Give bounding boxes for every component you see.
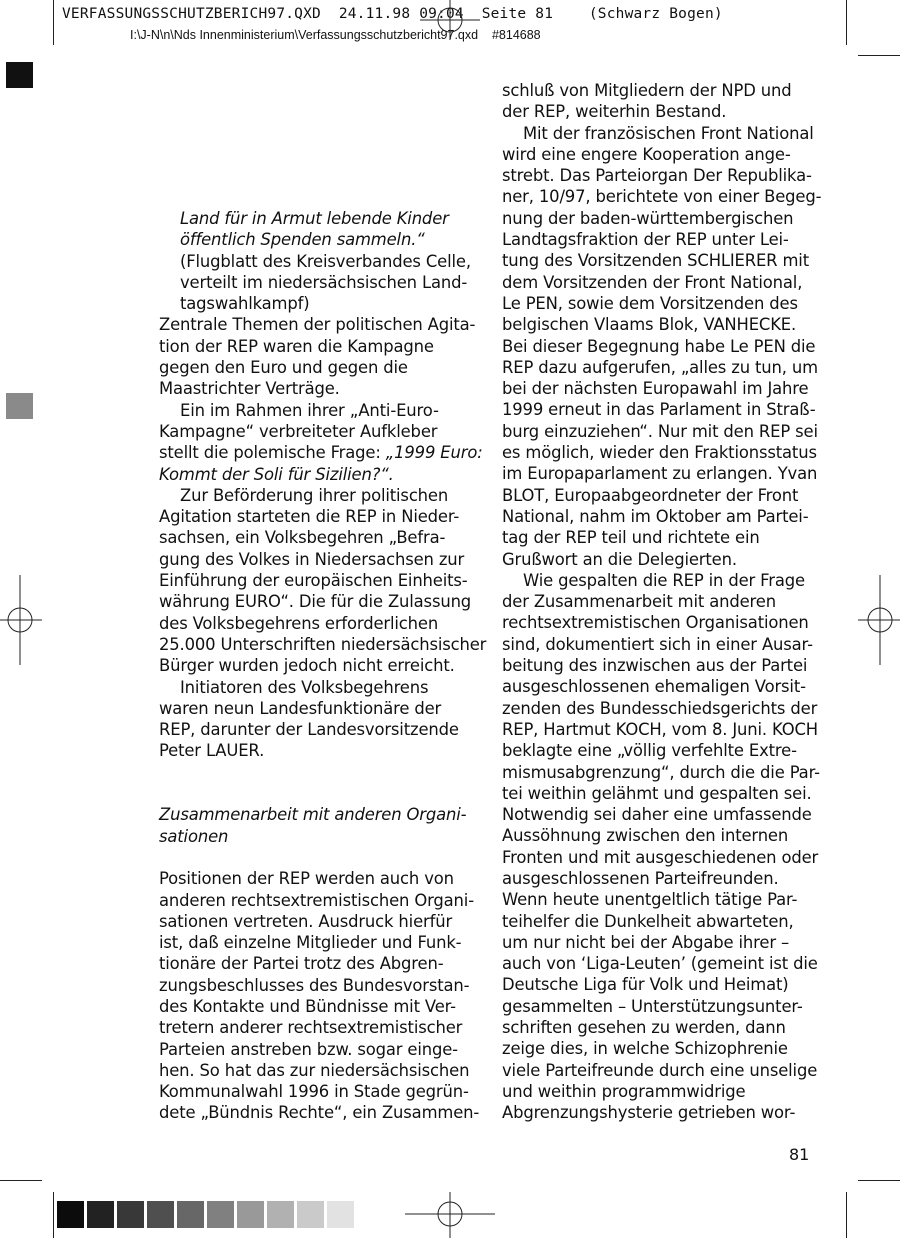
text-line: Landtagsfraktion der REP unter Lei- [502,230,789,250]
text-line: bei der nächsten Europawahl im Jahre [502,379,809,399]
text-line: Kampagne“ verbreiteter Aufkleber [159,421,438,441]
text-line: beitung des inzwischen aus der Partei [502,656,808,676]
text-line: tung des Vorsitzenden SCHLIERER mit [502,251,809,271]
color-swatch [57,1201,84,1228]
text-line: Le PEN, sowie dem Vorsitzenden des [502,293,798,313]
text-line: des Volksbegehrens erforderlichen [159,613,439,633]
text-line: Aussöhnung zwischen den internen [502,826,789,846]
registration-mark-bottom [405,1192,495,1238]
text-line: REP dazu aufgerufen, „alles zu tun, um [502,357,818,377]
text-line: wird eine engere Kooperation ange- [502,144,791,164]
text-line: belgischen Vlaams Blok, VANHECKE. [502,315,797,335]
text-line: tagswahlkampf) [180,294,310,314]
text-line: viele Parteifreunde durch eine unselige [502,1060,818,1080]
text-line: nung der baden-württembergischen [502,208,794,228]
color-swatch [207,1201,234,1228]
text-line [159,442,483,463]
black-marker [6,62,33,88]
quote-source [159,251,469,315]
section-heading [159,804,469,847]
text-line: öffentlich Spenden sammeln.“ [180,230,425,250]
text-line: mismusabgrenzung“, durch die die Par- [502,762,820,782]
text-line: gegen den Euro und gegen die [159,358,408,378]
registration-mark-top [420,0,480,42]
text-line: auch von ‘Liga-Leuten’ (gemeint ist die [502,954,818,974]
color-swatch [237,1201,264,1228]
text-line: ner, 10/97, berichtete von einer Begeg- [502,187,822,207]
text-line: Land für in Armut lebende Kinder [180,209,449,228]
text-line: der REP, weiterhin Bestand. [502,102,727,122]
text-line: ist, daß einzelne Mitglieder und Funk- [159,933,462,953]
slug-filepath: I:\J-N\n\Nds Innenministerium\Verfassungsschutzbericht97.qxd #814688 [130,28,541,42]
color-swatch [267,1201,294,1228]
text-line: sationen [159,826,229,846]
text-line: Wenn heute unentgeltlich tätige Par- [502,890,798,910]
text-line: dem Vorsitzenden der Front National, [502,272,803,292]
color-swatch [87,1201,114,1228]
paragraph [159,677,469,762]
text-line: 1999 erneut in das Parlament in Straß- [502,400,816,420]
text-line: Grußwort an die Delegierten. [502,549,737,569]
text-line: anderen rechtsextremistischen Organi- [159,890,474,910]
text-line: rechtsextremistischen Organisationen [502,613,809,633]
text-line: hen. So hat das zur niedersächsischen [159,1060,470,1080]
text-line: Kommunalwahl 1996 in Stade gegrün- [159,1082,469,1102]
paragraph [502,123,822,570]
text-line: Ein im Rahmen ihrer „Anti-Euro- [180,400,439,420]
text-line: Abgrenzungshysterie getrieben wor- [502,1103,796,1123]
paragraph [159,868,480,1124]
text-line: Fronten und mit ausgeschiedenen oder [502,847,819,867]
text-line: 25.000 Unterschriften niedersächsischer [159,634,487,654]
text-line: (Flugblatt des Kreisverbandes Celle, [180,251,471,271]
text-line: Parteien anstreben bzw. sogar einge- [159,1039,458,1059]
text-line: Initiatoren des Volksbegehrens [180,677,429,697]
text-line: BLOT, Europaabgeordneter der Front [502,485,799,505]
quoted-question: „1999 Euro: [385,443,483,463]
text-line: Deutsche Liga für Volk und Heimat) [502,975,789,995]
text-line: sind, dokumentiert sich in einer Ausar- [502,634,813,654]
text-line: tretern anderer rechtsextremistischer [159,1018,463,1038]
paragraph [502,80,814,123]
text-line: ausgeschlossenen ehemaligen Vorsit- [502,677,806,697]
left-column [159,208,487,1124]
text-line: Zentrale Themen der politischen Agita- [159,315,476,335]
text-line: zeige dies, in welche Schizophrenie [502,1039,788,1059]
text-line: Zur Beförderung ihrer politischen [180,485,449,505]
text-line: tion der REP waren die Kampagne [159,336,434,356]
text-line: der Zusammenarbeit mit anderen [502,592,776,612]
text-line: des Kontakte und Bündnisse mit Ver- [159,996,456,1016]
registration-mark-right [858,575,900,665]
text-run: stellt die polemische Frage: [159,443,386,463]
text-line: Mit der französischen Front National [523,123,814,143]
text-line: um nur nicht bei der Abgabe ihrer – [502,932,790,952]
text-line: National, nahm im Oktober am Partei- [502,506,809,526]
text-line: dete „Bündnis Rechte“, ein Zusammen- [159,1103,480,1123]
text-line: tionäre der Partei trotz des Abgren- [159,954,444,974]
text-line: gesammelten – Unterstützungsunter- [502,996,803,1016]
text-line: strebt. Das Parteiorgan Der Republika- [502,166,812,186]
text-line: ausgeschlossenen Parteifreunden. [502,868,779,888]
text-line: burg einzuziehen“. Nur mit den REP sei [502,421,818,441]
text-line: zenden des Bundesschiedsgerichts der [502,698,818,718]
text-line: tag der REP teil und richtete ein [502,528,760,548]
text-line: REP, darunter der Landesvorsitzende [159,720,459,740]
slug-header: VERFASSUNGSSCHUTZBERICH97.QXD 24.11.98 09:04 Seite 81 (Schwarz Bogen) [62,6,723,22]
text-line: Peter LAUER. [159,741,265,761]
text-line: gung des Volkes in Niedersachsen zur [159,549,465,569]
text-line: verteilt im niedersächsischen Land- [180,272,468,292]
text-line: und weithin programmwidrige [502,1081,746,1101]
gray-marker [6,393,33,419]
color-swatch [327,1201,354,1228]
text-line: es möglich, wieder den Fraktionsstatus [502,443,817,463]
text-line: schluß von Mitgliedern der NPD und [502,81,792,100]
text-line: REP, Hartmut KOCH, vom 8. Juni. KOCH [502,719,818,739]
text-line: sationen vertreten. Ausdruck hierfür [159,911,453,931]
right-column [502,80,822,1124]
paragraph [159,400,483,485]
text-line: Maastrichter Verträge. [159,379,340,399]
text-line: im Europaparlament zu erlangen. Yvan [502,464,818,484]
color-swatch [297,1201,324,1228]
text-line: sachsen, ein Volksbegehren „Befra- [159,528,446,548]
text-line: tei weithin gelähmt und gespalten sei. [502,783,812,803]
text-line: Wie gespalten die REP in der Frage [523,570,805,590]
text-line: Positionen der REP werden auch von [159,869,454,889]
paragraph [502,570,820,1124]
text-line: schriften gesehen zu werden, dann [502,1018,786,1038]
color-swatch [177,1201,204,1228]
color-swatch [117,1201,144,1228]
text-line: teihelfer die Dunkelheit abwarteten, [502,911,794,931]
text-line: beklagte eine „völlig verfehlte Extre- [502,741,797,761]
text-line: währung EURO“. Die für die Zulassung [159,592,472,612]
text-line: Kommt der Soli für Sizilien?“. [159,464,394,484]
text-line: Einführung der europäischen Einheits- [159,571,468,591]
text-line: Zusammenarbeit mit anderen Organi- [159,805,467,825]
text-line: waren neun Landesfunktionäre der [159,698,442,718]
text-line: Agitation starteten die REP in Nieder- [159,507,460,527]
color-swatch [147,1201,174,1228]
text-line: zungsbeschlusses des Bundesvorstan- [159,975,470,995]
text-line: Bürger wurden jedoch nicht erreicht. [159,656,455,676]
registration-mark-left [0,575,42,665]
paragraph [159,314,476,399]
paragraph [159,485,487,677]
quote-end [159,208,469,251]
text-line: Bei dieser Begegnung habe Le PEN die [502,336,816,356]
page-number: 81 [789,1145,810,1164]
text-line: Notwendig sei daher eine umfassende [502,805,812,825]
